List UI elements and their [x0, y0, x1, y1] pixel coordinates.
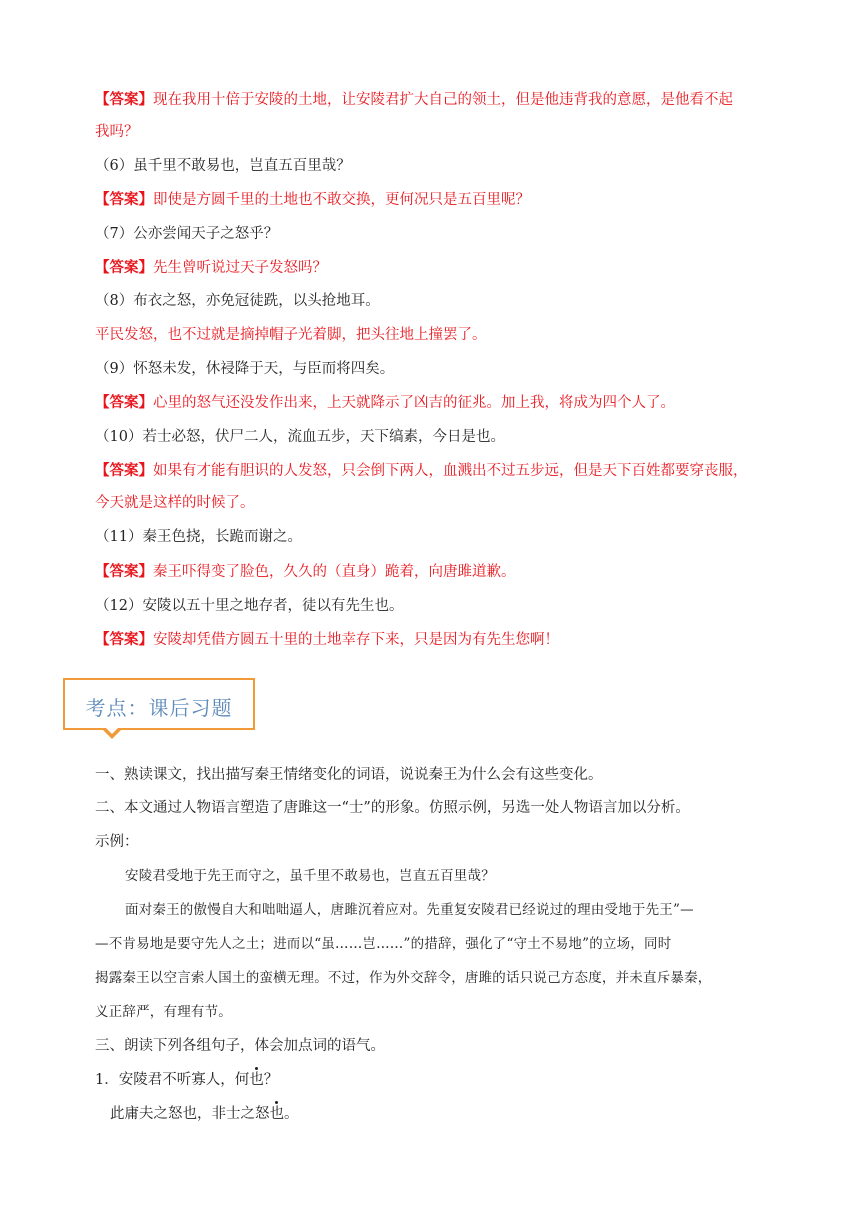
sentence-1 [95, 1070, 278, 1090]
answer-line [95, 190, 530, 210]
sentence-2-punct: 。 [284, 1106, 299, 1122]
answer-line [95, 461, 748, 481]
sentence-1-text: 1．安陵君不听寡人，何 [95, 1072, 250, 1088]
analysis-line-3: 揭露秦王以空言索人国土的蛮横无理。不过，作为外交辞令，唐雎的话只说己方态度，并未直斥暴秦， [95, 970, 712, 986]
dotted-word: 也 [249, 1072, 264, 1088]
question-line: （12）安陵以五十里之地存者，徒以有先生也。 [95, 598, 404, 614]
dotted-word: 也 [269, 1106, 284, 1122]
answer-text: 如果有才能有胆识的人发怒，只会倒下两人，血溅出不过五步远，但是天下百姓都要穿丧服， [153, 463, 748, 479]
answer-line [95, 630, 559, 650]
example-label: 示例： [95, 834, 139, 850]
exercise-2: 二、本文通过人物语言塑造了唐雎这一“士”的形象。仿照示例，另选一处人物语言加以分析。 [95, 800, 690, 816]
answer-text: 秦王吓得变了脸色，久久的（直身）跪着，向唐雎道歉。 [153, 564, 516, 580]
example-quote: 安陵君受地于先王而守之，虽千里不敢易也，岂直五百里哉？ [125, 868, 495, 884]
answer-line [95, 562, 516, 582]
answer-line [95, 90, 733, 110]
answer-line [95, 258, 327, 278]
answer-tag: 【答案】 [95, 91, 153, 108]
answer-text: 先生曾听说过天子发怒吗？ [153, 260, 327, 276]
answer-tag: 【答案】 [95, 563, 153, 580]
answer-tag: 【答案】 [95, 191, 153, 208]
section-title: 考点：课后习题 [85, 696, 233, 720]
question-line: （6）虽千里不敢易也，岂直五百里哉？ [95, 158, 351, 174]
sentence-1-punct: ？ [263, 1072, 279, 1088]
badge-pointer-inner [105, 727, 119, 734]
answer-continuation: 今天就是这样的时候了。 [95, 495, 255, 511]
answer-continuation: 我吗？ [95, 124, 139, 140]
question-line: （11）秦王色挠，长跪而谢之。 [95, 529, 302, 545]
section-badge [63, 678, 255, 730]
analysis-line-1: 面对秦王的傲慢自大和咄咄逼人，唐雎沉着应对。先重复安陵君已经说过的理由受地于先王”— [125, 902, 694, 918]
answer-tag: 【答案】 [95, 259, 153, 276]
answer-line [95, 393, 675, 413]
question-line: （8）布衣之怒，亦免冠徒跣，以头抢地耳。 [95, 293, 380, 309]
answer-tag: 【答案】 [95, 394, 153, 411]
exercise-1: 一、熟读课文，找出描写秦王情绪变化的词语，说说秦王为什么会有这些变化。 [95, 767, 603, 783]
answer-text: 安陵却凭借方圆五十里的土地幸存下来，只是因为有先生您啊！ [153, 632, 559, 648]
analysis-line-2: —不肯易地是要守先人之土；进而以“虽……岂……”的措辞，强化了“守土不易地”的立场，同时 [95, 936, 672, 952]
answer-text: 平民发怒，也不过就是摘掉帽子光着脚，把头往地上撞罢了。 [95, 327, 487, 343]
question-line: （9）怀怒未发，休祲降于天，与臣而将四矣。 [95, 361, 395, 377]
answer-text: 现在我用十倍于安陵的土地，让安陵君扩大自己的领土，但是他违背我的意愿，是他看不起 [153, 92, 733, 108]
sentence-2 [110, 1104, 299, 1124]
answer-text: 心里的怒气还没发作出来，上天就降示了凶吉的征兆。加上我，将成为四个人了。 [153, 395, 675, 411]
answer-tag: 【答案】 [95, 631, 153, 648]
exercise-3: 三、朗读下列各组句子，体会加点词的语气。 [95, 1038, 385, 1054]
answer-text: 即使是方圆千里的土地也不敢交换，更何况只是五百里呢？ [153, 192, 530, 208]
sentence-2-text: 此庸夫之怒也，非士之怒 [110, 1106, 270, 1122]
answer-tag: 【答案】 [95, 462, 153, 479]
question-line: （10）若士必怒，伏尸二人，流血五步，天下缟素，今日是也。 [95, 429, 505, 445]
question-line: （7）公亦尝闻天子之怒乎？ [95, 226, 279, 242]
analysis-line-4: 义正辞严，有理有节。 [95, 1004, 232, 1020]
